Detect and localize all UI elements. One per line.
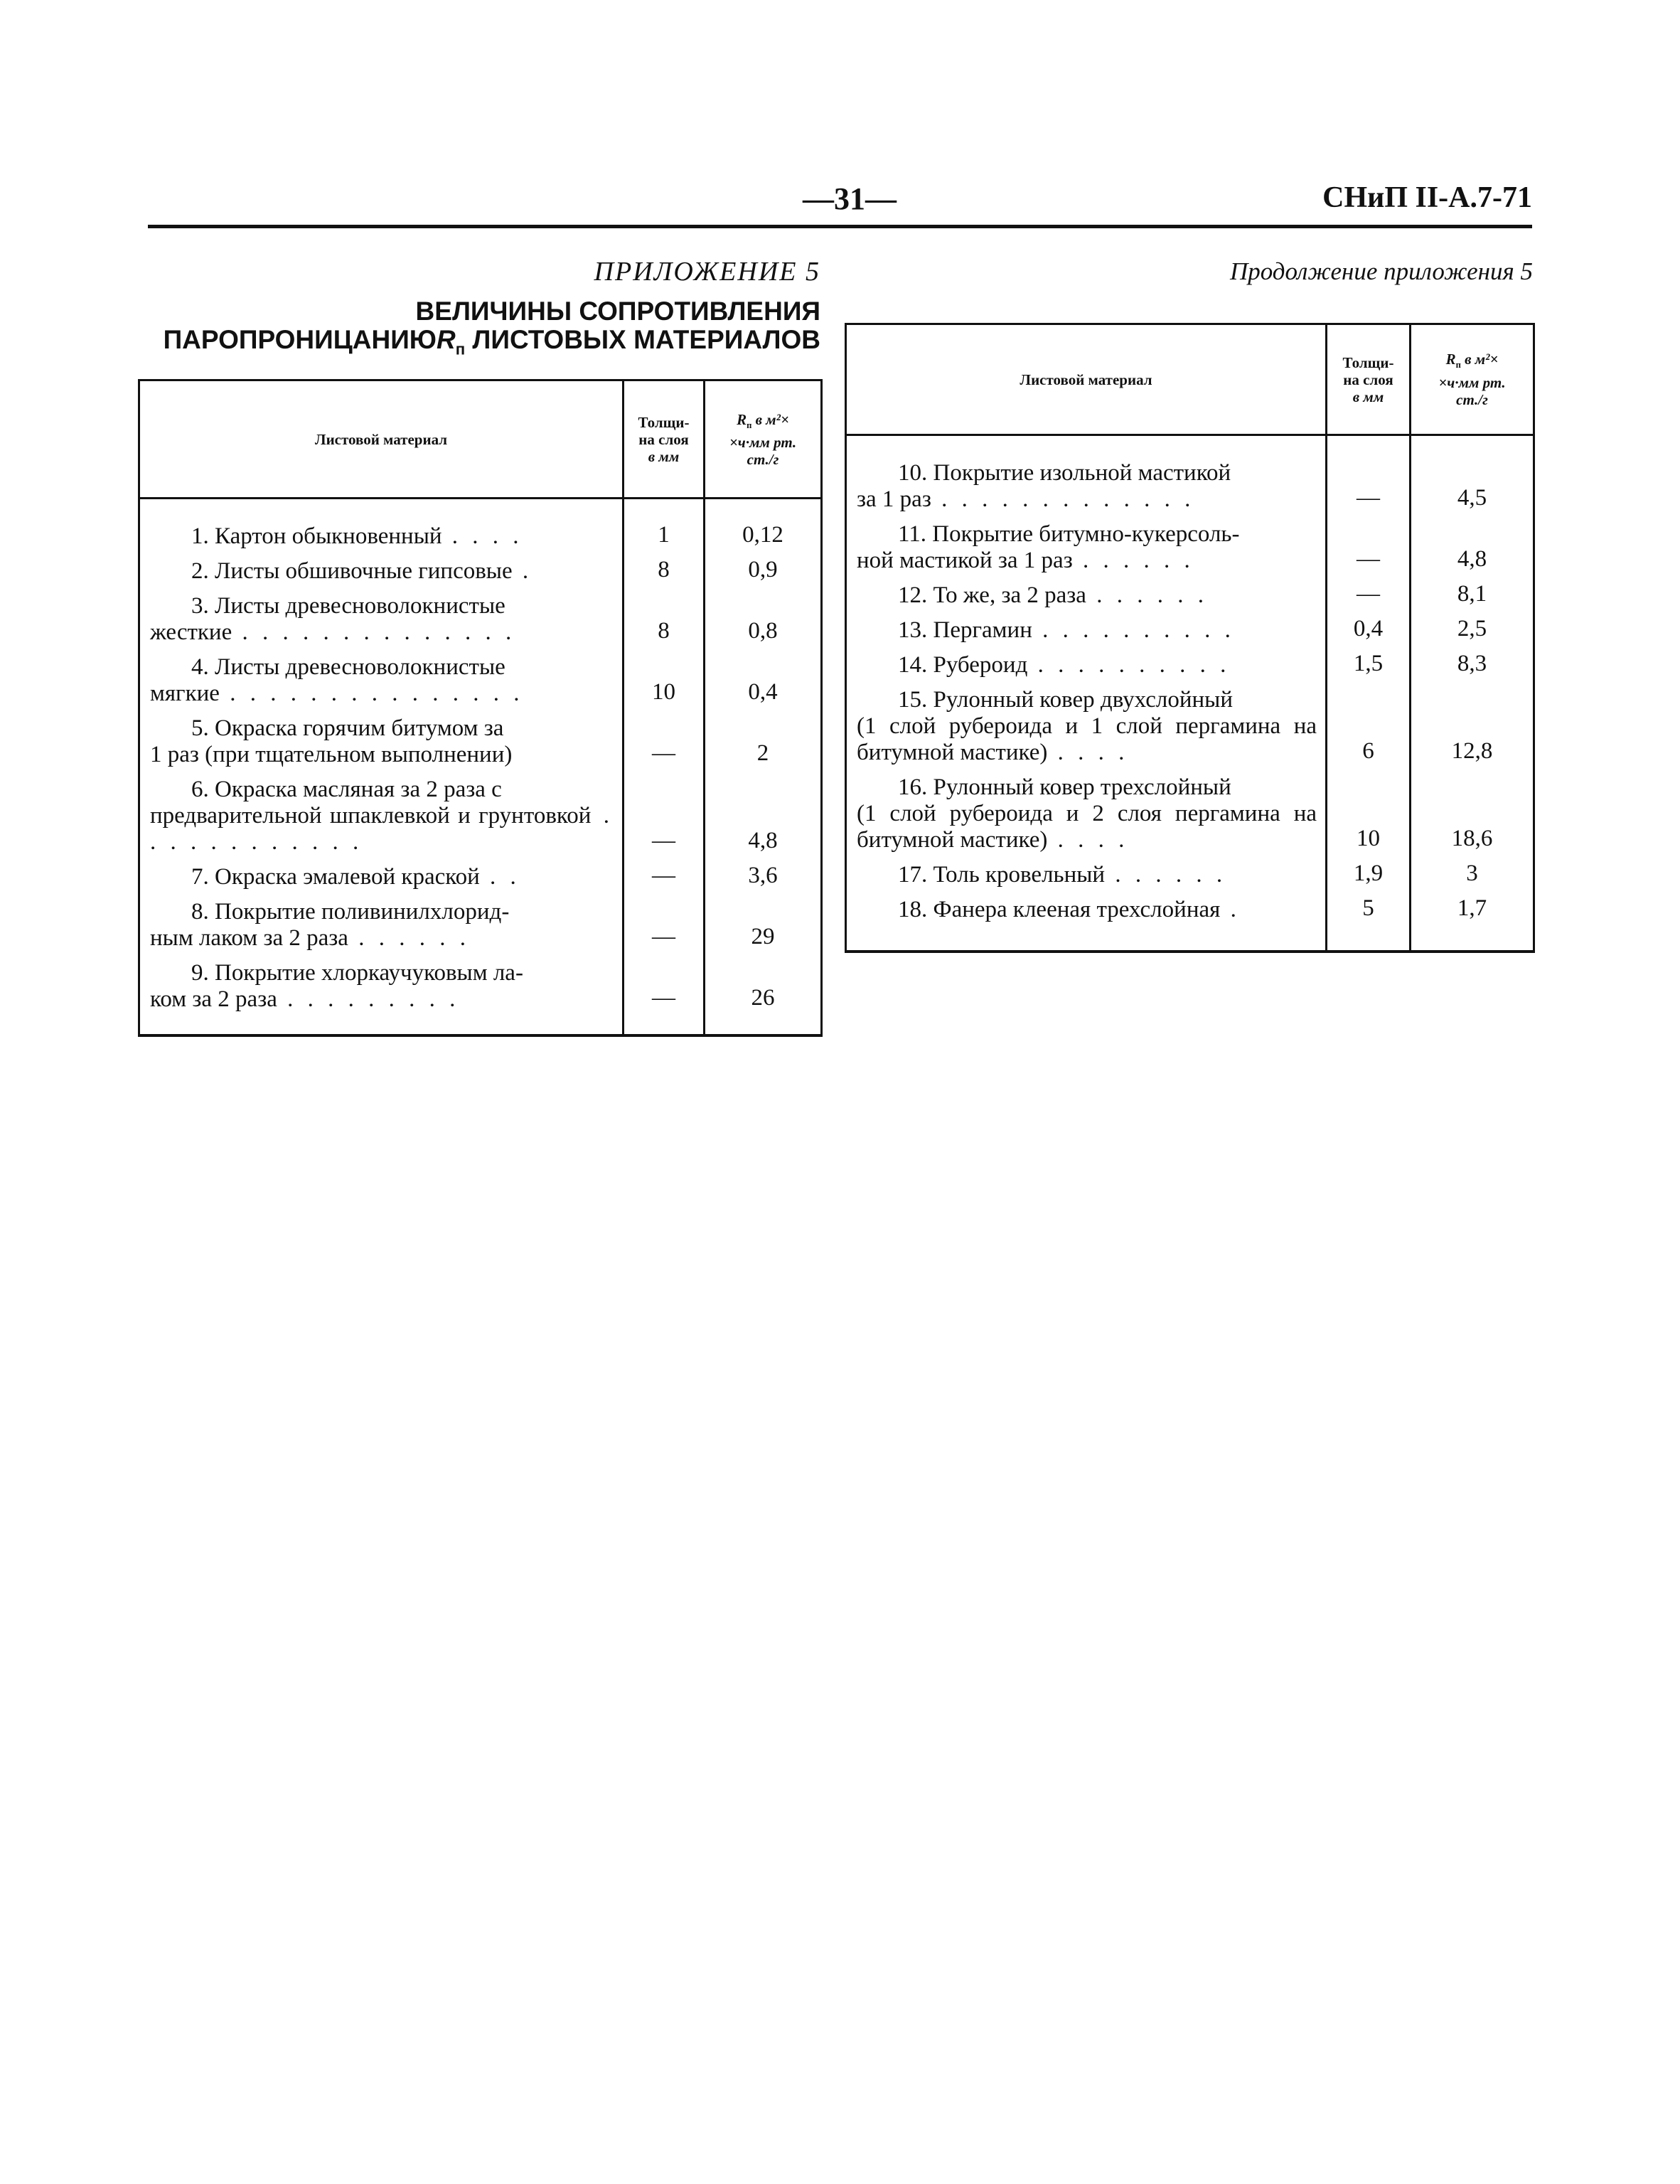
spacer-row (846, 435, 1534, 455)
material-name-first-line: 18. Фанера клееная трехслойная (898, 897, 1221, 922)
material-name-first-line: 12. То же, за 2 раза (898, 582, 1086, 608)
material-name (846, 646, 1327, 681)
title-symbol: R (436, 325, 456, 354)
material-name (139, 518, 624, 553)
header-thickness: Толщи- на слоя в мм (1327, 324, 1411, 435)
leader-dots: . . . . . . . . . . . . . (931, 486, 1195, 512)
material-name-first-line: 15. Рулонный ковер двухслойный (898, 687, 1233, 713)
material-name-continuation: ком за 2 раза (150, 986, 277, 1013)
table-row (139, 649, 822, 710)
leader-dots: . . . . (1047, 827, 1129, 853)
material-name-first-line: 9. Покрытие хлоркаучуковым ла- (191, 960, 523, 986)
title-text-c: ЛИСТОВЫХ МАТЕРИАЛОВ (472, 325, 820, 354)
resistance-value: 4,8 (1411, 516, 1534, 577)
table-row (139, 771, 822, 858)
leader-dots: . . . . . . . . . . . . . . (232, 619, 516, 646)
leader-dots: . . . . . . (1072, 548, 1194, 573)
leader-dots: . . . . (442, 523, 523, 550)
material-name (139, 710, 624, 771)
material-name-first-line: 17. Толь кровельный (898, 862, 1106, 888)
material-name (846, 769, 1327, 856)
resistance-value: 0,4 (705, 649, 822, 710)
table-body-right (846, 454, 1534, 926)
header-thickness: Толщи- на слоя в мм (624, 380, 705, 499)
leader-dots: . . . . . . . . . . (1027, 652, 1231, 678)
leader-dots: . . . . . . . . . . . . . . . (219, 681, 524, 707)
table-row (846, 612, 1534, 646)
leader-dots: . . . . (1047, 740, 1129, 765)
table-row (846, 454, 1534, 516)
material-name-continuation: за 1 раз (857, 486, 931, 512)
header-material: Листовой материал (139, 380, 624, 499)
table-row (846, 856, 1534, 891)
material-name-first-line: 5. Окраска горячим битумом за (191, 715, 504, 742)
resistance-value: 4,5 (1411, 454, 1534, 516)
page-number: —31— (803, 181, 897, 216)
leader-dots: . . . . . . . . . . . . (150, 803, 614, 856)
header-resistance: $R_п$ в м²× ×ч·мм рт. ст./г (705, 380, 822, 499)
title-line-2 (138, 326, 820, 363)
table-row (846, 577, 1534, 612)
material-name (846, 612, 1327, 646)
header-resistance: $R_п$ в м²× ×ч·мм рт. ст./г (1411, 324, 1534, 435)
thickness-value: — (1327, 577, 1411, 612)
title-text-a: ПАРОПРОНИЦАНИЮ (163, 325, 437, 354)
resistance-value: 3 (1411, 856, 1534, 891)
thickness-value: 8 (624, 553, 705, 587)
material-name-continuation: предварительной шпаклевкой и грунтовкой (150, 803, 592, 829)
title-line-1: ВЕЛИЧИНЫ СОПРОТИВЛЕНИЯ (415, 297, 820, 326)
material-name (846, 454, 1327, 516)
thickness-value: 1,9 (1327, 856, 1411, 891)
material-name (139, 858, 624, 893)
table-row (846, 516, 1534, 577)
material-name-first-line: 4. Листы древесноволокнистые (191, 654, 505, 681)
resistance-value: 12,8 (1411, 681, 1534, 769)
material-name-continuation: ной мастикой за 1 раз (857, 548, 1073, 573)
materials-table-right (845, 323, 1535, 953)
thickness-value: — (1327, 454, 1411, 516)
table-row (846, 681, 1534, 769)
thickness-value: — (624, 771, 705, 858)
table-row (139, 518, 822, 553)
table-row (139, 954, 822, 1016)
material-name (139, 649, 624, 710)
continuation-label: Продолжение приложения 5 (1229, 257, 1533, 285)
thickness-value: 1,5 (1327, 646, 1411, 681)
material-name (139, 771, 624, 858)
material-name-first-line: 7. Окраска эмалевой краской (191, 864, 480, 890)
appendix-label: ПРИЛОЖЕНИЕ 5 (594, 257, 820, 287)
leader-dots: . . (479, 864, 520, 890)
thickness-value: 10 (1327, 769, 1411, 856)
resistance-value: 18,6 (1411, 769, 1534, 856)
thickness-value: — (624, 954, 705, 1016)
material-name (139, 954, 624, 1016)
right-column (845, 253, 1533, 953)
material-name-first-line: 2. Листы обшивочные гипсовые (191, 558, 513, 585)
table-row (846, 769, 1534, 856)
resistance-value: 0,8 (705, 587, 822, 649)
table-row (846, 646, 1534, 681)
thickness-value: 5 (1327, 891, 1411, 926)
resistance-value: 26 (705, 954, 822, 1016)
resistance-value: 4,8 (705, 771, 822, 858)
material-name-continuation: ным лаком за 2 раза (150, 925, 348, 952)
title-subscript: п (455, 340, 466, 358)
resistance-value: 1,7 (1411, 891, 1534, 926)
leader-dots: . (1220, 897, 1241, 922)
thickness-value: 0,4 (1327, 612, 1411, 646)
table-row (139, 893, 822, 954)
material-name-first-line: 11. Покрытие битумно-кукерсоль- (898, 521, 1240, 547)
spacer-row (139, 1016, 822, 1035)
title-text-b (465, 325, 472, 354)
header-rule (148, 225, 1532, 228)
resistance-value: 29 (705, 893, 822, 954)
material-name-first-line: 14. Рубероид (898, 652, 1028, 678)
resistance-value: 0,9 (705, 553, 822, 587)
material-name-first-line: 13. Пергамин (898, 617, 1032, 643)
material-name-first-line: 3. Листы древесноволокнистые (191, 593, 505, 619)
material-name-first-line: 16. Рулонный ковер трехслойный (898, 774, 1231, 800)
thickness-value: — (624, 893, 705, 954)
resistance-value: 0,12 (705, 518, 822, 553)
material-name-first-line: 8. Покрытие поливинилхлорид- (191, 899, 510, 925)
leader-dots: . . . . . . . . . (277, 986, 460, 1013)
table-row (139, 587, 822, 649)
materials-table-left (138, 379, 823, 1037)
material-name (846, 891, 1327, 926)
material-name-first-line: 1. Картон обыкновенный (191, 523, 442, 550)
thickness-value: — (1327, 516, 1411, 577)
table-header-row (139, 380, 822, 499)
leader-dots: . . . . . . (348, 925, 470, 952)
material-name-first-line: 6. Окраска масляная за 2 раза с (191, 777, 502, 803)
material-name (139, 893, 624, 954)
material-name-continuation: (1 слой рубероида и 1 слой пергамина на битумной мастике) (857, 713, 1317, 765)
table-row (846, 891, 1534, 926)
header-material: Листовой материал (846, 324, 1327, 435)
thickness-value: 10 (624, 649, 705, 710)
leader-dots: . (512, 558, 533, 585)
material-name-continuation: 1 раз (при тщательном выполнении) (150, 742, 513, 768)
left-column (138, 253, 820, 1037)
resistance-value: 2 (705, 710, 822, 771)
leader-dots: . . . . . . (1086, 582, 1208, 608)
leader-dots: . . . . . . (1105, 862, 1227, 888)
material-name-continuation: мягкие (150, 681, 220, 707)
document-code: СНиП II-А.7-71 (1322, 181, 1532, 214)
leader-dots: . . . . . . . . . . (1032, 617, 1235, 643)
table-body-left (139, 518, 822, 1016)
resistance-value: 8,1 (1411, 577, 1534, 612)
material-name (846, 856, 1327, 891)
thickness-value: 1 (624, 518, 705, 553)
material-name (846, 577, 1327, 612)
spacer-row (139, 499, 822, 518)
material-name (139, 587, 624, 649)
thickness-value: 6 (1327, 681, 1411, 769)
table-row (139, 858, 822, 893)
table-title (138, 297, 820, 363)
thickness-value: 8 (624, 587, 705, 649)
material-name-continuation: жесткие (150, 619, 232, 646)
material-name (846, 516, 1327, 577)
table-header-row (846, 324, 1534, 435)
material-name-continuation: (1 слой рубероида и 2 слоя пергамина на битумной мастике) (857, 801, 1317, 853)
material-name (139, 553, 624, 587)
table-row (139, 710, 822, 771)
material-name (846, 681, 1327, 769)
resistance-value: 2,5 (1411, 612, 1534, 646)
thickness-value: — (624, 858, 705, 893)
thickness-value: — (624, 710, 705, 771)
spacer-row (846, 926, 1534, 952)
material-name-first-line: 10. Покрытие изольной мастикой (898, 460, 1231, 486)
resistance-value: 3,6 (705, 858, 822, 893)
resistance-value: 8,3 (1411, 646, 1534, 681)
table-row (139, 553, 822, 587)
